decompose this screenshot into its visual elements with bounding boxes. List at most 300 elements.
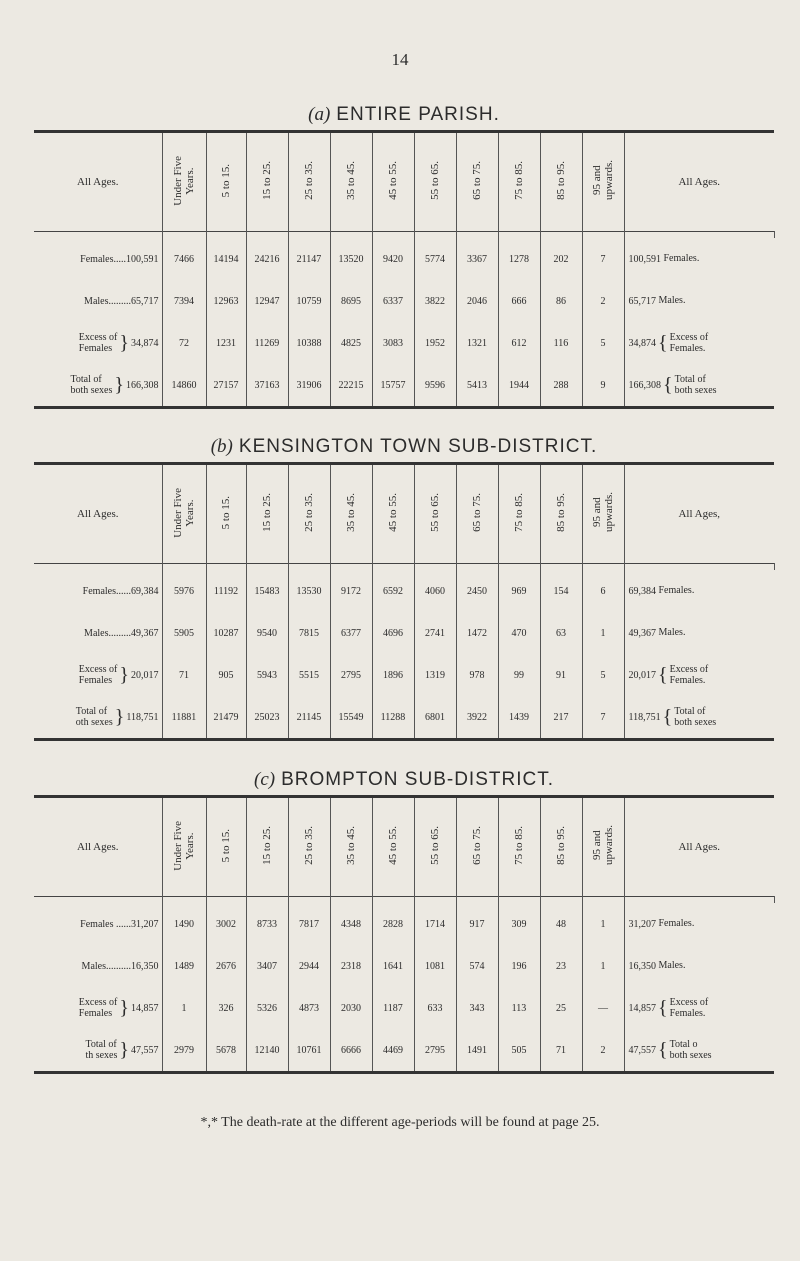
table-cell: 11881 <box>162 696 206 740</box>
table-cell: 21479 <box>206 696 246 740</box>
table-cell: 196 <box>498 945 540 987</box>
header-age-group-label: 85 to 95. <box>555 493 567 532</box>
table-cell: 31906 <box>288 364 330 408</box>
table-cell: 48 <box>540 903 582 945</box>
table-cell: 24216 <box>246 238 288 280</box>
table-cell: 7466 <box>162 238 206 280</box>
section-title <box>34 765 774 795</box>
row-label-left <box>34 570 162 612</box>
table-row <box>34 654 774 696</box>
row-total-right: 69,384 <box>628 585 656 597</box>
header-age-group <box>414 797 456 897</box>
table-cell: 202 <box>540 238 582 280</box>
row-label-right <box>624 238 774 280</box>
table-cell: 5774 <box>414 238 456 280</box>
table-row <box>34 364 774 408</box>
table-cell: 10388 <box>288 322 330 364</box>
table-cell: — <box>582 987 624 1029</box>
header-age-group <box>372 464 414 564</box>
header-age-group-label: 45 to 55. <box>387 161 399 200</box>
table-cell: 1 <box>582 903 624 945</box>
table-cell: 11192 <box>206 570 246 612</box>
table-cell: 72 <box>162 322 206 364</box>
row-label-text: Total of th sexes <box>85 1039 118 1061</box>
table-cell: 1641 <box>372 945 414 987</box>
table-row <box>34 612 774 654</box>
row-total-left: 100,591 <box>126 253 159 265</box>
table-cell: 63 <box>540 612 582 654</box>
table-cell: 71 <box>162 654 206 696</box>
table-cell: 1 <box>162 987 206 1029</box>
brace-icon: } <box>114 705 125 728</box>
table-cell: 1490 <box>162 903 206 945</box>
header-age-group <box>498 464 540 564</box>
row-label-left <box>34 654 162 696</box>
row-total-left: 118,751 <box>126 711 159 723</box>
table-cell: 6801 <box>414 696 456 740</box>
row-total-right: 47,557 <box>628 1044 656 1056</box>
header-age-group <box>582 464 624 564</box>
row-total-right: 34,874 <box>628 337 656 349</box>
table-cell: 2795 <box>330 654 372 696</box>
table-cell: 2 <box>582 1029 624 1073</box>
brace-icon: } <box>119 996 129 1019</box>
table-cell: 11288 <box>372 696 414 740</box>
header-age-group <box>330 464 372 564</box>
table-cell: 2 <box>582 280 624 322</box>
table-cell: 7817 <box>288 903 330 945</box>
header-age-group <box>582 132 624 232</box>
table-row <box>34 280 774 322</box>
row-label-right <box>624 696 774 740</box>
table-cell: 99 <box>498 654 540 696</box>
header-age-group <box>288 464 330 564</box>
table-cell: 4348 <box>330 903 372 945</box>
table-cell: 12140 <box>246 1029 288 1073</box>
header-age-group-label: 5 to 15. <box>220 828 232 863</box>
table-cell: 9 <box>582 364 624 408</box>
row-total-left: 14,857 <box>131 1002 159 1014</box>
table-cell: 1 <box>582 612 624 654</box>
row-total-left: 166,308 <box>126 379 159 391</box>
table-cell: 1491 <box>456 1029 498 1073</box>
header-age-group-label: 95 and upwards. <box>591 160 615 201</box>
table-cell: 22215 <box>330 364 372 408</box>
header-age-group <box>162 464 206 564</box>
row-label-text: Females. <box>656 585 695 597</box>
header-age-group-label: 35 to 45. <box>345 493 357 532</box>
table-cell: 3922 <box>456 696 498 740</box>
header-age-group-label: 15 to 25. <box>261 826 273 865</box>
header-all-ages-right: All Ages, <box>678 508 721 520</box>
table-cell: 1319 <box>414 654 456 696</box>
row-label-text: Total of both sexes <box>70 374 113 396</box>
table-cell: 7 <box>582 238 624 280</box>
section-label: (a) <box>308 104 331 125</box>
row-label-text: Males......... <box>84 295 131 307</box>
age-table <box>34 130 775 409</box>
header-age-group <box>288 132 330 232</box>
section-title-text: ENTIRE PARISH. <box>336 104 500 125</box>
table-cell: 3407 <box>246 945 288 987</box>
row-label-text: Excess of Females. <box>669 332 709 354</box>
table-cell: 2450 <box>456 570 498 612</box>
table-cell: 25023 <box>246 696 288 740</box>
table-cell: 1187 <box>372 987 414 1029</box>
brace-icon: { <box>662 705 673 728</box>
row-label-text: Excess of Females <box>78 332 118 354</box>
header-age-group-label: 85 to 95. <box>555 826 567 865</box>
table-cell: 4825 <box>330 322 372 364</box>
header-age-group-label: 25 to 35. <box>303 826 315 865</box>
row-total-right: 49,367 <box>628 627 656 639</box>
table-cell: 15549 <box>330 696 372 740</box>
row-total-left: 49,367 <box>131 627 159 639</box>
table-cell: 9172 <box>330 570 372 612</box>
table-cell: 10287 <box>206 612 246 654</box>
header-all-ages-left: All Ages. <box>34 464 162 564</box>
table-cell: 4873 <box>288 987 330 1029</box>
header-age-group-label: 25 to 35. <box>303 161 315 200</box>
table-cell: 71 <box>540 1029 582 1073</box>
table-cell: 86 <box>540 280 582 322</box>
header-age-group <box>414 464 456 564</box>
section-label: (c) <box>254 769 276 790</box>
table-cell: 1321 <box>456 322 498 364</box>
header-age-group-label: Under Five Years. <box>172 487 196 538</box>
table-cell: 505 <box>498 1029 540 1073</box>
row-label-text: Total of both sexes <box>674 374 717 396</box>
table-cell: 25 <box>540 987 582 1029</box>
brace-icon: } <box>119 1038 129 1061</box>
table-cell: 2944 <box>288 945 330 987</box>
row-total-right: 65,717 <box>628 295 656 307</box>
table-row <box>34 987 774 1029</box>
table-cell: 6 <box>582 570 624 612</box>
table-cell: 6666 <box>330 1029 372 1073</box>
table-cell: 5943 <box>246 654 288 696</box>
row-label-left <box>34 612 162 654</box>
table-row <box>34 696 774 740</box>
age-table <box>34 462 775 741</box>
table-cell: 5678 <box>206 1029 246 1073</box>
table-cell: 1472 <box>456 612 498 654</box>
row-label-right <box>624 322 774 364</box>
table-cell: 4469 <box>372 1029 414 1073</box>
table-row <box>34 570 774 612</box>
brace-icon: { <box>658 996 668 1019</box>
table-cell: 5976 <box>162 570 206 612</box>
header-age-group <box>456 797 498 897</box>
table-cell: 14860 <box>162 364 206 408</box>
row-label-left <box>34 945 162 987</box>
row-label-right <box>624 280 774 322</box>
row-label-text: Excess of Females <box>78 997 118 1019</box>
row-total-left: 65,717 <box>131 295 159 307</box>
header-age-group-label: 75 to 85. <box>513 493 525 532</box>
header-age-group-label: 65 to 75. <box>471 826 483 865</box>
table-cell: 5413 <box>456 364 498 408</box>
table-cell: 14194 <box>206 238 246 280</box>
header-age-group <box>498 797 540 897</box>
header-age-group-label: Under Five Years. <box>172 820 196 871</box>
header-age-group-label: 45 to 55. <box>387 826 399 865</box>
table-cell: 574 <box>456 945 498 987</box>
section-title-text: KENSINGTON TOWN SUB-DISTRICT. <box>238 436 598 457</box>
row-label-left <box>34 280 162 322</box>
row-label-text: Females ...... <box>80 918 131 930</box>
table-cell: 288 <box>540 364 582 408</box>
brace-icon: { <box>658 663 668 686</box>
header-age-group <box>246 132 288 232</box>
row-label-text: Males.......... <box>81 960 131 972</box>
header-age-group <box>246 797 288 897</box>
header-age-group-label: 15 to 25. <box>261 493 273 532</box>
table-cell: 309 <box>498 903 540 945</box>
table-cell: 2676 <box>206 945 246 987</box>
table-cell: 4696 <box>372 612 414 654</box>
table-cell: 12947 <box>246 280 288 322</box>
table-cell: 917 <box>456 903 498 945</box>
age-table <box>34 795 775 1074</box>
table-cell: 1896 <box>372 654 414 696</box>
table-cell: 6377 <box>330 612 372 654</box>
row-label-right <box>624 364 774 408</box>
row-label-left <box>34 1029 162 1073</box>
table-cell: 1231 <box>206 322 246 364</box>
header-age-group-label: 75 to 85. <box>513 826 525 865</box>
table-cell: 10761 <box>288 1029 330 1073</box>
table-cell: 9596 <box>414 364 456 408</box>
row-label-right <box>624 1029 774 1073</box>
table-cell: 2795 <box>414 1029 456 1073</box>
brace-icon: { <box>658 331 668 354</box>
header-age-group <box>456 132 498 232</box>
table-cell: 3367 <box>456 238 498 280</box>
row-label-text: Females..... <box>80 253 126 265</box>
table-cell: 21147 <box>288 238 330 280</box>
table-cell: 5 <box>582 322 624 364</box>
row-label-right <box>624 570 774 612</box>
row-total-left: 34,874 <box>131 337 159 349</box>
row-total-left: 20,017 <box>131 669 159 681</box>
table-row <box>34 945 774 987</box>
section-1 <box>34 100 774 409</box>
table-cell: 13520 <box>330 238 372 280</box>
table-cell: 27157 <box>206 364 246 408</box>
table-cell: 4060 <box>414 570 456 612</box>
table-cell: 9420 <box>372 238 414 280</box>
table-cell: 23 <box>540 945 582 987</box>
row-total-right: 118,751 <box>628 711 661 723</box>
row-label-text: Females. <box>661 253 700 265</box>
table-cell: 343 <box>456 987 498 1029</box>
header-age-group-label: 15 to 25. <box>261 161 273 200</box>
table-cell: 978 <box>456 654 498 696</box>
header-age-group-label: 55 to 65. <box>429 161 441 200</box>
table-cell: 12963 <box>206 280 246 322</box>
table-cell: 15483 <box>246 570 288 612</box>
footnote: *,* The death-rate at the different age-periods will be found at page 25. <box>200 1115 600 1130</box>
table-cell: 13530 <box>288 570 330 612</box>
row-total-left: 16,350 <box>131 960 159 972</box>
table-cell: 113 <box>498 987 540 1029</box>
table-cell: 666 <box>498 280 540 322</box>
table-cell: 612 <box>498 322 540 364</box>
table-row <box>34 903 774 945</box>
row-label-left <box>34 322 162 364</box>
brace-icon: { <box>658 1038 668 1061</box>
table-cell: 10759 <box>288 280 330 322</box>
row-label-right <box>624 987 774 1029</box>
row-label-left <box>34 903 162 945</box>
table-cell: 8733 <box>246 903 288 945</box>
table-cell: 1278 <box>498 238 540 280</box>
table-cell: 326 <box>206 987 246 1029</box>
header-age-group-label: Under Five Years. <box>172 155 196 206</box>
row-label-left <box>34 987 162 1029</box>
table-cell: 5905 <box>162 612 206 654</box>
header-age-group-label: 65 to 75. <box>471 493 483 532</box>
table-cell: 1952 <box>414 322 456 364</box>
brace-icon: { <box>663 373 673 396</box>
header-age-group <box>162 132 206 232</box>
row-label-text: Total of both sexes <box>674 706 717 728</box>
row-label-text: Females. <box>656 918 695 930</box>
row-label-left <box>34 238 162 280</box>
header-age-group <box>372 132 414 232</box>
header-age-group-label: 95 and upwards. <box>591 825 615 866</box>
row-label-text: Males. <box>656 960 686 972</box>
table-cell: 15757 <box>372 364 414 408</box>
row-label-text: Total o both sexes <box>669 1039 712 1061</box>
header-age-group <box>206 132 246 232</box>
section-3 <box>34 765 774 1074</box>
row-label-text: Females...... <box>82 585 131 597</box>
row-label-left <box>34 696 162 740</box>
table-cell: 21145 <box>288 696 330 740</box>
header-age-group <box>330 132 372 232</box>
header-age-group-label: 25 to 35. <box>303 493 315 532</box>
header-age-group-label: 35 to 45. <box>345 826 357 865</box>
header-age-group <box>456 464 498 564</box>
table-cell: 1714 <box>414 903 456 945</box>
table-cell: 7 <box>582 696 624 740</box>
table-cell: 6592 <box>372 570 414 612</box>
row-total-right: 14,857 <box>628 1002 656 1014</box>
section-2 <box>34 432 774 741</box>
table-cell: 969 <box>498 570 540 612</box>
header-age-group-label: 65 to 75. <box>471 161 483 200</box>
table-cell: 6337 <box>372 280 414 322</box>
header-age-group-label: 85 to 95. <box>555 161 567 200</box>
table-cell: 2741 <box>414 612 456 654</box>
table-cell: 8695 <box>330 280 372 322</box>
table-row <box>34 322 774 364</box>
section-title <box>34 100 774 130</box>
table-cell: 3083 <box>372 322 414 364</box>
table-cell: 5 <box>582 654 624 696</box>
row-total-right: 100,591 <box>628 253 661 265</box>
table-cell: 1944 <box>498 364 540 408</box>
brace-icon: } <box>119 663 129 686</box>
header-age-group-label: 35 to 45. <box>345 161 357 200</box>
table-cell: 2030 <box>330 987 372 1029</box>
section-title <box>34 432 774 462</box>
row-label-text: Excess of Females <box>78 664 118 686</box>
table-cell: 5326 <box>246 987 288 1029</box>
table-cell: 2046 <box>456 280 498 322</box>
header-age-group <box>372 797 414 897</box>
table-cell: 1439 <box>498 696 540 740</box>
brace-icon: } <box>114 373 124 396</box>
row-label-right <box>624 654 774 696</box>
table-cell: 2979 <box>162 1029 206 1073</box>
header-age-group <box>498 132 540 232</box>
table-cell: 154 <box>540 570 582 612</box>
page-number: 14 <box>391 50 409 69</box>
header-all-ages-left: All Ages. <box>34 797 162 897</box>
header-age-group <box>246 464 288 564</box>
table-cell: 3002 <box>206 903 246 945</box>
header-age-group <box>330 797 372 897</box>
header-age-group <box>540 797 582 897</box>
table-cell: 217 <box>540 696 582 740</box>
row-total-right: 16,350 <box>628 960 656 972</box>
header-all-ages-right: All Ages. <box>678 176 721 188</box>
header-age-group <box>162 797 206 897</box>
row-total-left: 47,557 <box>131 1044 159 1056</box>
table-cell: 2318 <box>330 945 372 987</box>
table-cell: 2828 <box>372 903 414 945</box>
table-cell: 633 <box>414 987 456 1029</box>
row-label-right <box>624 903 774 945</box>
header-age-group <box>206 797 246 897</box>
header-age-group-label: 55 to 65. <box>429 826 441 865</box>
header-age-group <box>582 797 624 897</box>
table-cell: 116 <box>540 322 582 364</box>
table-cell: 1081 <box>414 945 456 987</box>
row-total-right: 166,308 <box>628 379 661 391</box>
table-cell: 3822 <box>414 280 456 322</box>
table-cell: 37163 <box>246 364 288 408</box>
header-age-group <box>206 464 246 564</box>
section-label: (b) <box>210 436 233 457</box>
table-cell: 905 <box>206 654 246 696</box>
table-cell: 7815 <box>288 612 330 654</box>
header-all-ages-right: All Ages. <box>678 841 721 853</box>
table-cell: 11269 <box>246 322 288 364</box>
table-row <box>34 238 774 280</box>
header-age-group-label: 5 to 15. <box>220 495 232 530</box>
header-age-group <box>414 132 456 232</box>
header-age-group-label: 45 to 55. <box>387 493 399 532</box>
row-label-text: Total of oth sexes <box>75 706 113 728</box>
table-cell: 1489 <box>162 945 206 987</box>
table-cell: 470 <box>498 612 540 654</box>
table-cell: 91 <box>540 654 582 696</box>
row-total-right: 20,017 <box>628 669 656 681</box>
brace-icon: } <box>119 331 129 354</box>
table-row <box>34 1029 774 1073</box>
row-total-right: 31,207 <box>628 918 656 930</box>
row-label-text: Excess of Females. <box>669 997 709 1019</box>
table-cell: 9540 <box>246 612 288 654</box>
table-cell: 7394 <box>162 280 206 322</box>
header-age-group <box>540 132 582 232</box>
section-title-text: BROMPTON SUB-DISTRICT. <box>281 769 554 790</box>
row-label-right <box>624 612 774 654</box>
